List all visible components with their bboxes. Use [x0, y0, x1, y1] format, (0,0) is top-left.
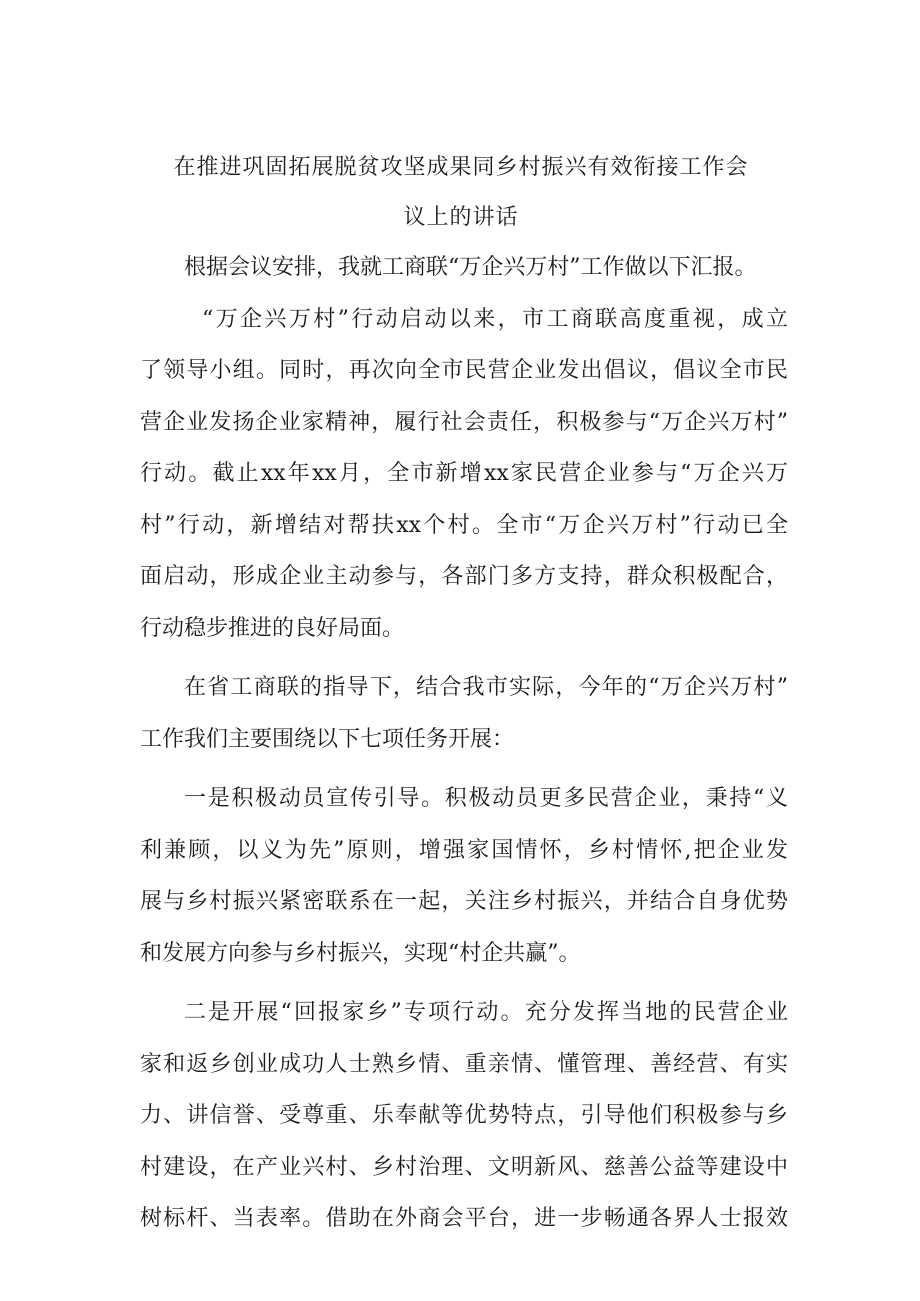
paragraph-4-line-4: 和发展方向参与乡村振兴，实现“村企共赢”。 [140, 940, 581, 966]
paragraph-2-line-4: 行动。截止xx年xx月，全市新增xx家民营企业参与“万企兴万 [140, 461, 788, 486]
paragraph-2-line-6: 面启动，形成企业主动参与，各部门多方支持，群众积极配合， [140, 564, 788, 589]
paragraph-4-line-1: 一是积极动员宣传引导。积极动员更多民营企业，秉持“义 [184, 786, 788, 811]
paragraph-2-line-7: 行动稳步推进的良好局面。 [140, 615, 405, 641]
paragraph-4-line-2: 利兼顾，以义为先”原则，增强家国情怀，乡村情怀,把企业发 [140, 837, 788, 863]
paragraph-3-line-2: 工作我们主要围绕以下七项任务开展： [140, 726, 515, 752]
paragraph-5-line-4: 村建设，在产业兴村、乡村治理、文明新风、慈善公益等建设中 [140, 1154, 788, 1180]
paragraph-2-line-2: 了领导小组。同时，再次向全市民营企业发出倡议，倡议全市民 [140, 358, 788, 383]
paragraph-2-line-5: 村”行动，新增结对帮扶xx个村。全市“万企兴万村”行动已全 [140, 512, 788, 538]
paragraph-5-line-3: 力、讲信誉、受尊重、乐奉献等优势特点，引导他们积极参与乡 [140, 1103, 788, 1128]
paragraph-5-line-1: 二是开展“回报家乡”专项行动。充分发挥当地的民营企业 [184, 1000, 788, 1025]
document-body [140, 242, 788, 1245]
paragraph-2-line-1: “万企兴万村”行动启动以来，市工商联高度重视，成立 [202, 306, 788, 332]
paragraph-4-line-3: 展与乡村振兴紧密联系在一起，关注乡村振兴，并结合自身优势 [140, 889, 788, 914]
paragraph-2-line-3: 营企业发扬企业家精神，履行社会责任，积极参与“万企兴万村” [140, 409, 788, 435]
document-title-line-1: 在推进巩固拓展脱贫攻坚成果同乡村振兴有效衔接工作会 [173, 155, 749, 180]
paragraph-5-line-2: 家和返乡创业成功人士熟乡情、重亲情、懂管理、善经营、有实 [140, 1051, 788, 1077]
paragraph-gap [140, 765, 788, 773]
paragraph-3-line-1: 在省工商联的指导下，结合我市实际，今年的“万企兴万村” [184, 675, 788, 700]
paragraph-gap [140, 979, 788, 987]
document-title-line-2: 议上的讲话 [403, 205, 519, 230]
paragraph-1-line-1: 根据会议安排，我就工商联“万企兴万村”工作做以下汇报。 [184, 255, 757, 280]
paragraph-gap [140, 654, 788, 662]
paragraph-5-line-5: 树标杆、当表率。借助在外商会平台，进一步畅通各界人士报效 [140, 1206, 788, 1231]
